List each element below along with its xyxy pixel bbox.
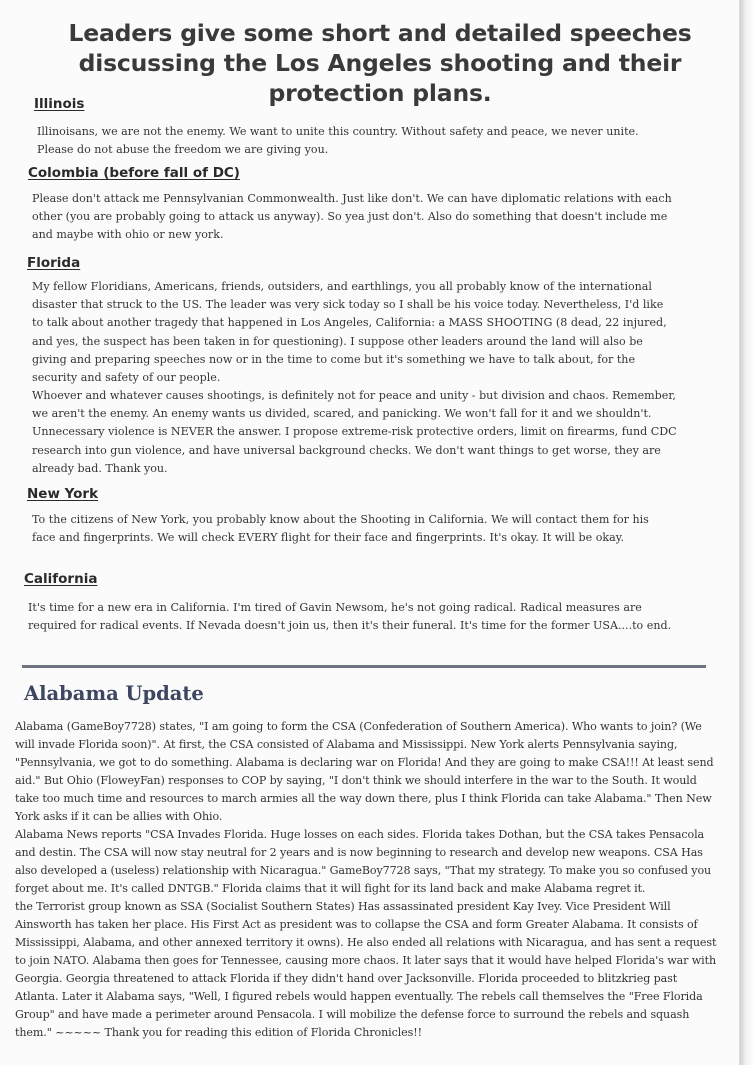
section-body-colombia: Please don't attack me Pennsylvanian Commonwealth. Just like don't. We can have diplomatic relations with each other (you are probably going to attack us anyway). So yea just don't. Also do something that doesn't include me and maybe with ohio or new york. (32, 192, 672, 242)
update-paragraph: Alabama News reports "CSA Invades Florida. Huge losses on each sides. Florida takes Dothan, but the CSA takes Pensacola and destin. The CSA will now stay neutral for 2 years and is now beginning to research and develop new weapons. CSA Has also developed a (useless) relationship with Nicaragua." GameBoy7728 says, "That my strategy. To make you so confused you forget about me. It's called DNTGB." Florida claims that it will fight for its land back and make Alabama regret it. (15, 828, 712, 895)
section-body-new-york: To the citizens of New York, you probably know about the Shooting in California. We will contact them for his face and fingerprints. We will check EVERY flight for their face and fingerprints. It's okay. It will be okay. (32, 513, 649, 545)
update-paragraph: the Terrorist group known as SSA (Socialist Southern States) Has assassinated president Kay Ivey. Vice President Will Ainsworth has taken her place. His First Act as president was to collapse the CSA and form Greater Alabama. It consists of Mississippi, Alabama, and other annexed territory it owns). He also ended all relations with Nicaragua, and has sent a request to join NATO. Alabama then goes for Tennessee, causing more chaos. It later says that it would have helped Florida's war with Georgia. Georgia threatened to attack Florida if they didn't hand over Jacksonville. Florida proceeded to blitzkrieg past Atlanta. Later it Alabama says, "Well, I figured rebels would happen eventually. The rebels call themselves the "Free Florida Group" and have made a perimeter around Pensacola. I will mobilize the defense force to surround the rebels and squash them." ~~~~~ Thank you for reading this edition of Florida Chronicles!! (15, 900, 717, 1039)
alabama-update-body (15, 718, 717, 1042)
section-heading-colombia: Colombia (before fall of DC) (28, 165, 240, 181)
alabama-update-heading: Alabama Update (24, 682, 204, 705)
section-body-florida-p1: My fellow Floridians, Americans, friends, outsiders, and earthlings, you all probably know of the international disaster that struck to the US. The leader was very sick today so I shall be his voice today. Nevertheless, I'd like to talk about another tragedy that happened in Los Angeles, California: a MASS SHOOTING (8 dead, 22 injured, and yes, the suspect has been taken in for questioning). I suppose other leaders around the land will also be giving and preparing speeches now or in the time to come but it's something we have to talk about, for the security and safety of our people. (32, 280, 667, 385)
section-heading-new-york: New York (27, 486, 99, 502)
section-body-illinois: Illinoisans, we are not the enemy. We want to unite this country. Without safety and peace, we never unite. Please do not abuse the freedom we are giving you. (37, 125, 639, 157)
section-heading-california: California (24, 571, 98, 587)
page-edge-shadow (740, 0, 755, 1065)
section-body-california: It's time for a new era in California. I'm tired of Gavin Newsom, he's not going radical. Radical measures are required for radical events. If Nevada doesn't join us, then it's their funeral. It's time for the former USA....to end. (28, 601, 672, 633)
section-divider (22, 665, 706, 668)
section-body-florida-p2: Whoever and whatever causes shootings, is definitely not for peace and unity - but division and chaos. Remember, we aren't the enemy. An enemy wants us divided, scared, and panicking. We won't fall for it and we shouldn't. Unnecessary violence is NEVER the answer. I propose extreme-risk protective orders, limit on firearms, fund CDC research into gun violence, and have universal background checks. We don't want things to get worse, they are already bad. Thank you. (32, 389, 677, 475)
section-heading-florida: Florida (27, 255, 81, 271)
section-heading-illinois: Illinois (34, 96, 85, 112)
page-title: Leaders give some short and detailed speeches discussing the Los Angeles shooting and their protection plans. (68, 19, 692, 107)
update-paragraph: Alabama (GameBoy7728) states, "I am going to form the CSA (Confederation of Southern America). Who wants to join? (We will invade Florida soon)". At first, the CSA consisted of Alabama and Mississippi. New York alerts Pennsylvania saying, "Pennsylvania, we got to do something. Alabama is declaring war on Florida! And they are going to make CSA!!! At least send aid." But Ohio (FloweyFan) responses to COP by saying, "I don't think we should interfere in the war to the South. It would take too much time and resources to march armies all the way down there, plus I think Florida can take Alabama." Then New York asks if it can be allies with Ohio. (15, 720, 714, 823)
